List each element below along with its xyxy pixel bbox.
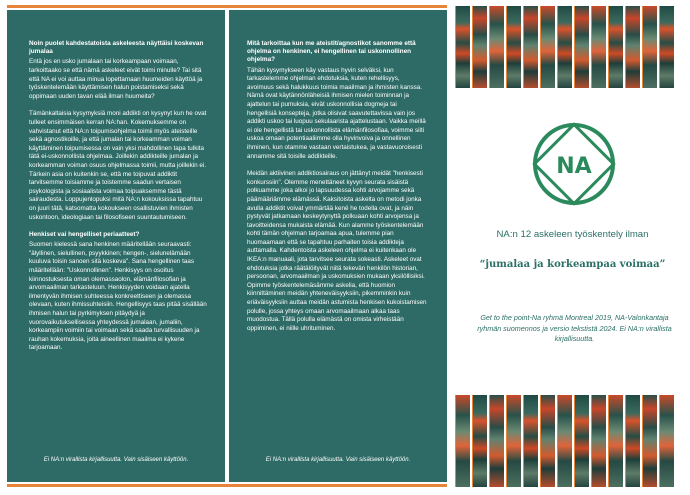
section-heading: Henkiset vai hengelliset periaatteet? bbox=[29, 231, 140, 239]
panel-footer: Ei NA:n virallista kirjallisuutta. Vain sisäiseen käyttöön. bbox=[265, 457, 411, 463]
middle-panel bbox=[229, 10, 447, 482]
section-heading: Mitä tarkoittaa kun me ateistit/agnostikot sanomme että ohjelma on henkinen, ei hengellinen tai uskonnollinen ohjelma? bbox=[247, 40, 416, 64]
cover-panel bbox=[455, 0, 690, 495]
paragraph: Entä jos en usko jumalaan tai korkeampaan voimaan, tarkoittaako se että nämä askeleet eivät toimi minulle? Tai sitä että NA ei voi auttaa minua lopettamaan huumeiden käyttöä ja työskentelemään käyttämisen halun poistamiseksi sekä oppimaan uuden tavan elää ilman huumeita? bbox=[29, 58, 203, 100]
na-logo-letters: NA bbox=[556, 154, 592, 179]
left-panel bbox=[7, 10, 225, 482]
cover-title: NA:n 12 askeleen työskentely ilman bbox=[496, 229, 649, 240]
cover-credit: Get to the point-Na ryhmä Montreal 2019, NA-Valonkantaja ryhmän suomennos ja versio tekstistä 2024. Ei NA:n virallista kirjallisuutta. bbox=[477, 313, 672, 344]
bottom-accent-stripe bbox=[7, 484, 447, 487]
left-column-text bbox=[29, 40, 207, 362]
middle-column-text bbox=[247, 40, 427, 342]
paragraph: Tämänkaltaisia kysymyksiä moni addikti on kysynyt kun he ovat tulleet ensimmäisen kerran NA:han. Kokemuksemme on vahvistanut että NA:n toipumisohjelma toimii myös ateisteille sekä agnostikoille, ja että jumalan tai korkeamman voiman käyttäminen toipumisessa on vain yksi mahdollinen tapa tulkita tätä ei-uskonnollista ohjelmaa. Joillekin addikteille jumalan ja korkeamman voiman osuus ohjelmassa toimii, mutta joillekin ei. Tärkein asia on kuitenkin se, että me toipuvat addiktit tarvitsemme toisiamme ja toistemme saadun vertaisen psykologista ja sosiaalista voimaa toipuaksemme tästä sairaudesta. Loppujenlopuksi mitä NA:n kokouksissa tapahtuu on juuri tätä, katsomatta kokoukseen osallistuvien ihmisten uskontoon, ideologiaan tai filosofiseen suuntautumiseen. bbox=[29, 110, 207, 221]
na-logo bbox=[532, 122, 616, 206]
paragraph: Tähän kysymykseen käy vastaus hyvin selväksi, kun tarkastelemme ohjelman ehdotuksia, kuten rehellisyys, avoimuus sekä halukkuus toimia maailman ja ihmisten kanssa. Nämä ovat käytännönläheisiä ihmisen mielen toiminnan ja ajattelun tai pumuksia, eivät uskonnollisia dogmeja tai hengellisiä konsepteja, jotka olisivat saavutettavissa vain jos addikti uskoo tai luopuu sekulaarista ajattelustaan. Vaikka meillä ei ole hengellistä tai uskonnollista elämänfilosofiaa, voimme silti uskoa omaan potentiaaliimme olla hyvinvoiva ja onnellinen ihminen, kun otamme vastaan vertaistukea, ja vastavuoroisesti annamme sitä toisille addikteille. bbox=[247, 66, 426, 160]
decorative-image-strip-bottom bbox=[455, 395, 685, 487]
decorative-image-strip-top bbox=[455, 6, 685, 88]
top-accent-stripe bbox=[7, 5, 447, 8]
paragraph: Suomen kielessä sana henkinen määritellään seuraavasti: "älyllinen, sielullinen, psyykkinen; hengen-, sielunelämään kuuluva toisin sanoen sitä koskeva". Sana hengellinen taas määritellään: "Uskonnollinen". Henkisyys on osoitus kiinnostuksesta oman olemassaolon, elämänfilosofian ja arvomaailman tarkasteluun. Henkisyyden voidaan ajatella ilmentyvän ihmisen suhteessa konkreettiseen ja olemassa olevaan, kuten ihmissuhteisiin. Hengellisyys taas pitää sisällään ihmisen halun tai pyrkimyksen pitäydyä ja vuorovaikutuksellisessa yhteydessä jumalaan, jumaliin, korkeampiin voimiin tai voimaan sekä saada turvallisuuden ja rauhan kokemuksia, joita aineellinen maailma ei kykene tarjoamaan. bbox=[29, 241, 207, 352]
section-heading: Noin puolet kahdestatoista askeleesta näyttäisi koskevan jumalaa bbox=[29, 40, 204, 56]
panel-footer: Ei NA:n virallista kirjallisuutta. Vain sisäiseen käyttöön. bbox=[43, 457, 189, 463]
paragraph: Meidän aktiivinen addiktiosairaus on jättänyt meidät "henkisesti konkurssiin". Olemme menettäneet kyvyn seurata sisäistä polkuamme joka alkoi jo lapsuudessa kohti arvojamme sekä päämääriämme elämässä. Kaksitoista askelta on metodi jonka avulla addiktit voivat ymmärtää kenë he todella ovat, ja näin pystyvät jatkamaan keskeytynyttä polkuaan kohti arvojensa ja tavoitteidensa mukaista elämää. Kun alamme työskentelemään kohti tämän ohjelman tarjoamaa apua, tulemme pian huomaamaan että se tapahtuu parhaiten toisia addikteja auttamalla. Kahdentoista askeleen ohjelma ei kuitenkaan ole IKEA:n manuaali, jota tarvitsee seurata sokeasti. Askeleet ovat ehdotuksia jotka räätälöityvät niitä tekevän henkilön historian, persoonan, arvomaailman ja uskomuksien mukaan yksilöllisiksi. Opimme työskentelemäsämme askelia, että huomion kiinnittäminen meidän yhteneväisyyksiin, pikemminkin kuin eriäväisyyksiin auttaa meidän astumista henkisen kukoistamisen polulle, jossa yhteys omaan arvomaailmaan alkaa taas muodostua. Tällä polulla elämästä on omista virheistään oppiminen, ei niille uhrituminen. bbox=[247, 170, 427, 332]
cover-subtitle: “jumalaa ja korkeampaa voimaa” bbox=[479, 259, 666, 270]
